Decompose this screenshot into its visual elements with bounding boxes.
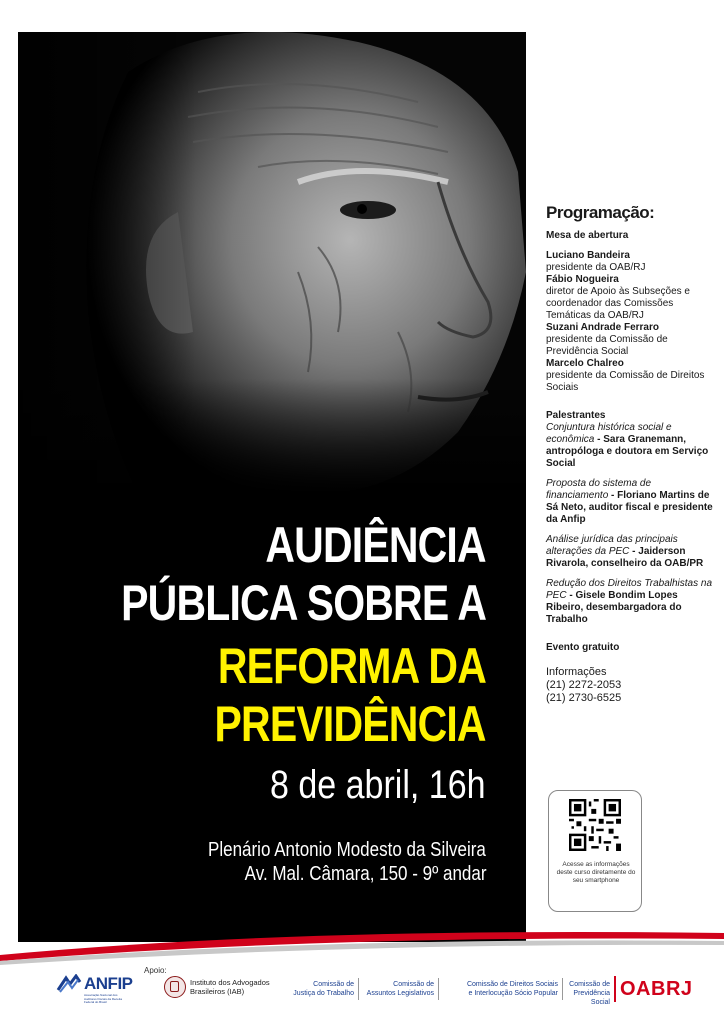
portrait-illustration — [18, 32, 526, 494]
opening-name: Suzani Andrade Ferraro — [546, 322, 659, 333]
speaker-topic: Conjuntura histórica social e econômica — [546, 422, 672, 445]
headline-line-3: REFORMA DA — [217, 638, 486, 694]
qr-caption: Acesse as informações deste curso diretamente do seu smartphone — [556, 861, 636, 884]
anfip-wordmark: ANFIP — [84, 974, 133, 993]
program-title: Programação: — [546, 203, 655, 222]
footer-logos — [0, 962, 724, 1024]
program-column — [546, 202, 714, 705]
iab-logo — [164, 976, 270, 998]
speaker-name: - Jaiderson Rivarola, conselheiro da OAB/PR — [546, 546, 704, 569]
opening-name: Fábio Nogueira — [546, 274, 619, 285]
divider — [562, 978, 563, 1000]
commission-legislative-affairs: Comissão de Assuntos Legislativos — [366, 981, 434, 997]
opening-role: presidente da OAB/RJ — [546, 262, 646, 273]
speaker-topic: Análise jurídica das principais alterações da PEC — [546, 534, 678, 557]
speaker-item — [546, 534, 714, 570]
elderly-man-portrait — [18, 32, 526, 494]
info-heading: Informações — [546, 666, 607, 678]
speaker-name: - Gisele Bondim Lopes Ribeiro, desembargadora do Trabalho — [546, 590, 682, 625]
oab-bar — [614, 976, 616, 1002]
speaker-item — [546, 478, 714, 526]
red-swoosh-divider — [0, 925, 724, 965]
opening-role: presidente da Comissão de Direitos Sociais — [546, 370, 705, 393]
anfip-logo — [56, 974, 133, 994]
qr-code-icon[interactable] — [569, 799, 621, 851]
event-date: 8 de abril, 16h — [270, 763, 486, 807]
speaker-topic: Redução dos Direitos Trabalhistas na PEC — [546, 578, 713, 601]
headline-line-2: PÚBLICA SOBRE A — [120, 575, 486, 631]
apoio-label: Apoio: — [144, 966, 167, 975]
opening-name: Marcelo Chalreo — [546, 358, 624, 369]
opening-name: Luciano Bandeira — [546, 250, 630, 261]
commission-labor-justice: Comissão de Justiça do Trabalho — [293, 981, 354, 997]
free-event-label: Evento gratuito — [546, 642, 620, 653]
oabrj-wordmark: OABRJ — [620, 977, 693, 1000]
venue-name: Plenário Antonio Modesto da Silveira — [208, 839, 486, 861]
iab-seal-icon — [164, 976, 186, 998]
phone-number: (21) 2272-2053 — [546, 679, 622, 691]
venue-address: Av. Mal. Câmara, 150 - 9º andar — [244, 863, 486, 885]
headline-line-4: PREVIDÊNCIA — [214, 696, 486, 752]
commission-social-rights: Comissão de Direitos Sociais e Interlocução Sócio Popular — [466, 981, 558, 997]
opening-heading: Mesa de abertura — [546, 230, 629, 241]
divider — [438, 978, 439, 1000]
opening-role: presidente da Comissão de Previdência Social — [546, 334, 668, 357]
qr-code-card — [548, 790, 642, 912]
speaker-item — [546, 578, 714, 626]
speaker-name: - Sara Granemann, antropóloga e doutora em Serviço Social — [546, 434, 709, 469]
divider — [358, 978, 359, 1000]
anfip-subtitle: Associação Nacional dos Auditores Fiscais da Receita Federal do Brasil — [84, 993, 123, 1004]
iab-name: Instituto dos Advogados Brasileiros (IAB) — [190, 978, 270, 996]
speaker-name: - Floriano Martins de Sá Neto, auditor fiscal e presidente da Anfip — [546, 490, 713, 525]
poster-panel — [18, 32, 526, 942]
opening-role: diretor de Apoio às Subseções e coordenador das Comissões Temáticas da OAB/RJ — [546, 286, 690, 321]
oabrj-logo — [614, 976, 693, 1002]
speaker-topic: Proposta do sistema de financiamento — [546, 478, 652, 501]
headline-line-1: AUDIÊNCIA — [265, 517, 486, 573]
anfip-mark-icon — [56, 974, 82, 994]
commission-social-security: Comissão de Previdência Social — [569, 981, 610, 1006]
phone-number: (21) 2730-6525 — [546, 692, 622, 704]
speakers-heading: Palestrantes — [546, 410, 606, 421]
speaker-item — [546, 422, 714, 470]
